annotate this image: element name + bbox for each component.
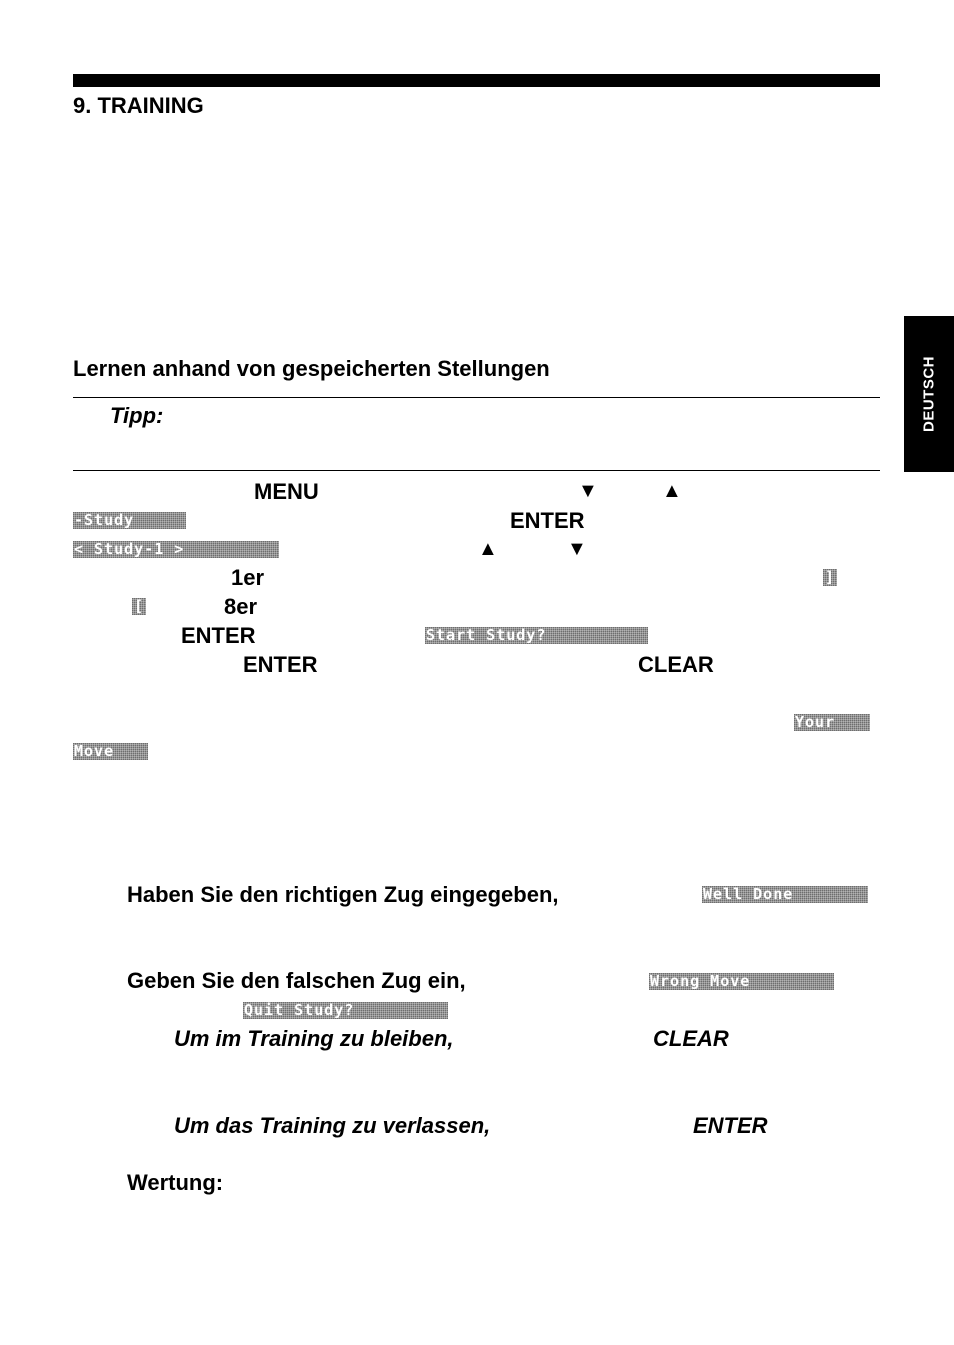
wrong-move-text: Geben Sie den falschen Zug ein, — [127, 968, 466, 993]
lcd-start-study: Start Study? — [425, 627, 648, 644]
tip-rule-top — [73, 397, 880, 398]
stay-key: CLEAR — [653, 1026, 729, 1051]
lcd-your: Your — [794, 714, 870, 731]
correct-move-text: Haben Sie den richtigen Zug eingegeben, — [127, 882, 559, 907]
lcd-wrong-move: Wrong Move — [649, 973, 834, 990]
header-rule — [73, 74, 880, 87]
lcd-move: Move — [73, 743, 148, 760]
key-enter-2: ENTER — [181, 623, 256, 648]
key-eighth: 8er — [224, 594, 258, 619]
key-enter-3: ENTER — [243, 652, 318, 677]
language-tab — [904, 316, 954, 472]
page-heading: 9. TRAINING — [73, 93, 204, 118]
key-menu: MENU — [254, 479, 319, 504]
lcd-study-select: < Study-1 > — [73, 541, 279, 558]
up-arrow-icon: ▲ — [662, 480, 682, 502]
leave-text: Um das Training zu verlassen, — [174, 1113, 491, 1138]
leave-key: ENTER — [693, 1113, 768, 1138]
key-clear: CLEAR — [638, 652, 714, 677]
lcd-quit-study: Quit Study? — [243, 1002, 448, 1019]
key-first: 1er — [231, 565, 265, 590]
up-arrow-icon: ▲ — [478, 538, 498, 560]
down-arrow-icon: ▼ — [567, 538, 587, 560]
down-arrow-icon: ▼ — [578, 480, 598, 502]
lcd-bracket-left: [ — [133, 598, 145, 615]
tip-rule-bottom — [73, 470, 880, 471]
key-enter-1: ENTER — [510, 508, 585, 533]
section-title: Lernen anhand von gespeicherten Stellungen — [73, 356, 550, 381]
lcd-well-done: Well Done — [702, 886, 868, 903]
lcd-study: -Study — [73, 512, 186, 529]
tip-label: Tipp: — [110, 403, 164, 428]
lcd-bracket-right: ] — [824, 569, 836, 586]
language-tab-label: DEUTSCH — [920, 355, 938, 433]
stay-text: Um im Training zu bleiben, — [174, 1026, 454, 1051]
score-label: Wertung: — [127, 1170, 224, 1195]
